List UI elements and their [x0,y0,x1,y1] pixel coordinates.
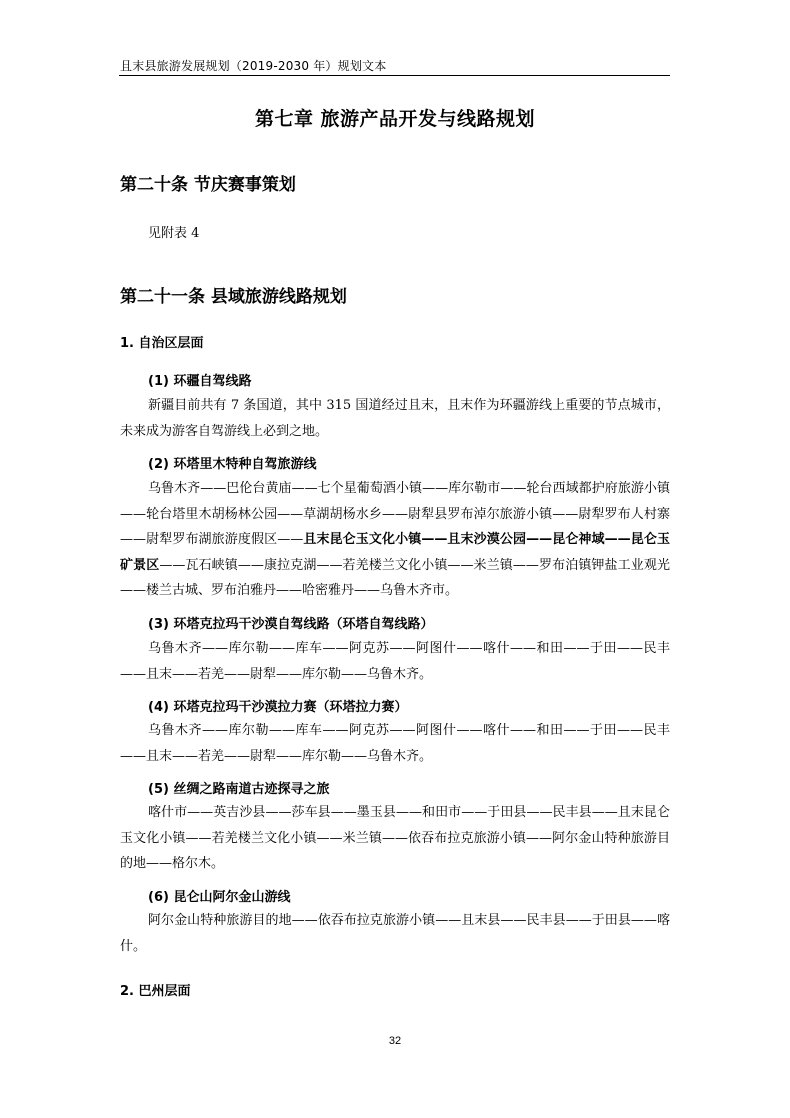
running-header: 且末县旅游发展规划（2019-2030 年）规划文本 [120,59,387,73]
route-4-title: (4) 环塔克拉玛干沙漠拉力赛（环塔拉力赛） [148,700,408,715]
page-number: 32 [388,1035,402,1047]
route-3-text: 乌鲁木齐——库尔勒——库车——阿克苏——阿图什——喀什——和田——于田——民丰——且末——若羌——尉犁——库尔勒——乌鲁木齐。 [120,641,670,682]
route-2-title: (2) 环塔里木特种自驾旅游线 [148,457,317,472]
route-2-text [120,476,670,604]
route-6-text: 阿尔金山特种旅游目的地——依吞布拉克旅游小镇——且末县——民丰县——于田县——喀什。 [120,913,670,954]
article-21-title: 第二十一条 县域旅游线路规划 [120,287,347,307]
heading-autonomous-region-level: 1. 自治区层面 [120,336,204,351]
article-20-title: 第二十条 节庆赛事策划 [120,175,296,195]
route-2-text-part-a: 乌鲁木齐——巴伦台黄庙——七个星葡萄酒小镇——库尔勒市——轮台西域都护府旅游小镇——轮台塔里木胡杨林公园——草湖胡杨水乡——尉犁县罗布淖尔旅游小镇——尉犁罗布人村寨——尉犁罗布湖旅游度假区—— [120,481,670,547]
route-5-title: (5) 丝绸之路南道古迹探寻之旅 [148,782,330,797]
route-2-text-highlight: 且末昆仑玉文化小镇——且末沙漠公园——昆仑神域——昆仑玉矿景区 [120,532,670,573]
article-20-body: 见附表 4 [148,226,200,241]
header-rule [119,75,670,76]
route-1-text: 新疆目前共有 7 条国道，其中 315 国道经过且末，且末作为环疆游线上重要的节点城市，未来成为游客自驾游线上必到之地。 [120,398,670,439]
route-6-title: (6) 昆仑山阿尔金山游线 [148,890,291,905]
chapter-title: 第七章 旅游产品开发与线路规划 [254,108,536,130]
route-4-text: 乌鲁木齐——库尔勒——库车——阿克苏——阿图什——喀什——和田——于田——民丰——且末——若羌——尉犁——库尔勒——乌鲁木齐。 [120,723,670,764]
route-2-text-part-b: ——瓦石峡镇——康拉克湖——若羌楼兰文化小镇——米兰镇——罗布泊镇钾盐工业观光——楼兰古城、罗布泊雅丹——哈密雅丹——乌鲁木齐市。 [120,557,670,598]
heading-bazhou-level: 2. 巴州层面 [120,984,191,999]
route-5-text: 喀什市——英吉沙县——莎车县——墨玉县——和田市——于田县——民丰县——且末昆仑玉文化小镇——若羌楼兰文化小镇——米兰镇——依吞布拉克旅游小镇——阿尔金山特种旅游目的地——格尔木。 [120,805,670,871]
route-1-title: (1) 环疆自驾线路 [148,374,252,389]
route-3-title: (3) 环塔克拉玛干沙漠自驾线路（环塔自驾线路） [148,617,434,632]
